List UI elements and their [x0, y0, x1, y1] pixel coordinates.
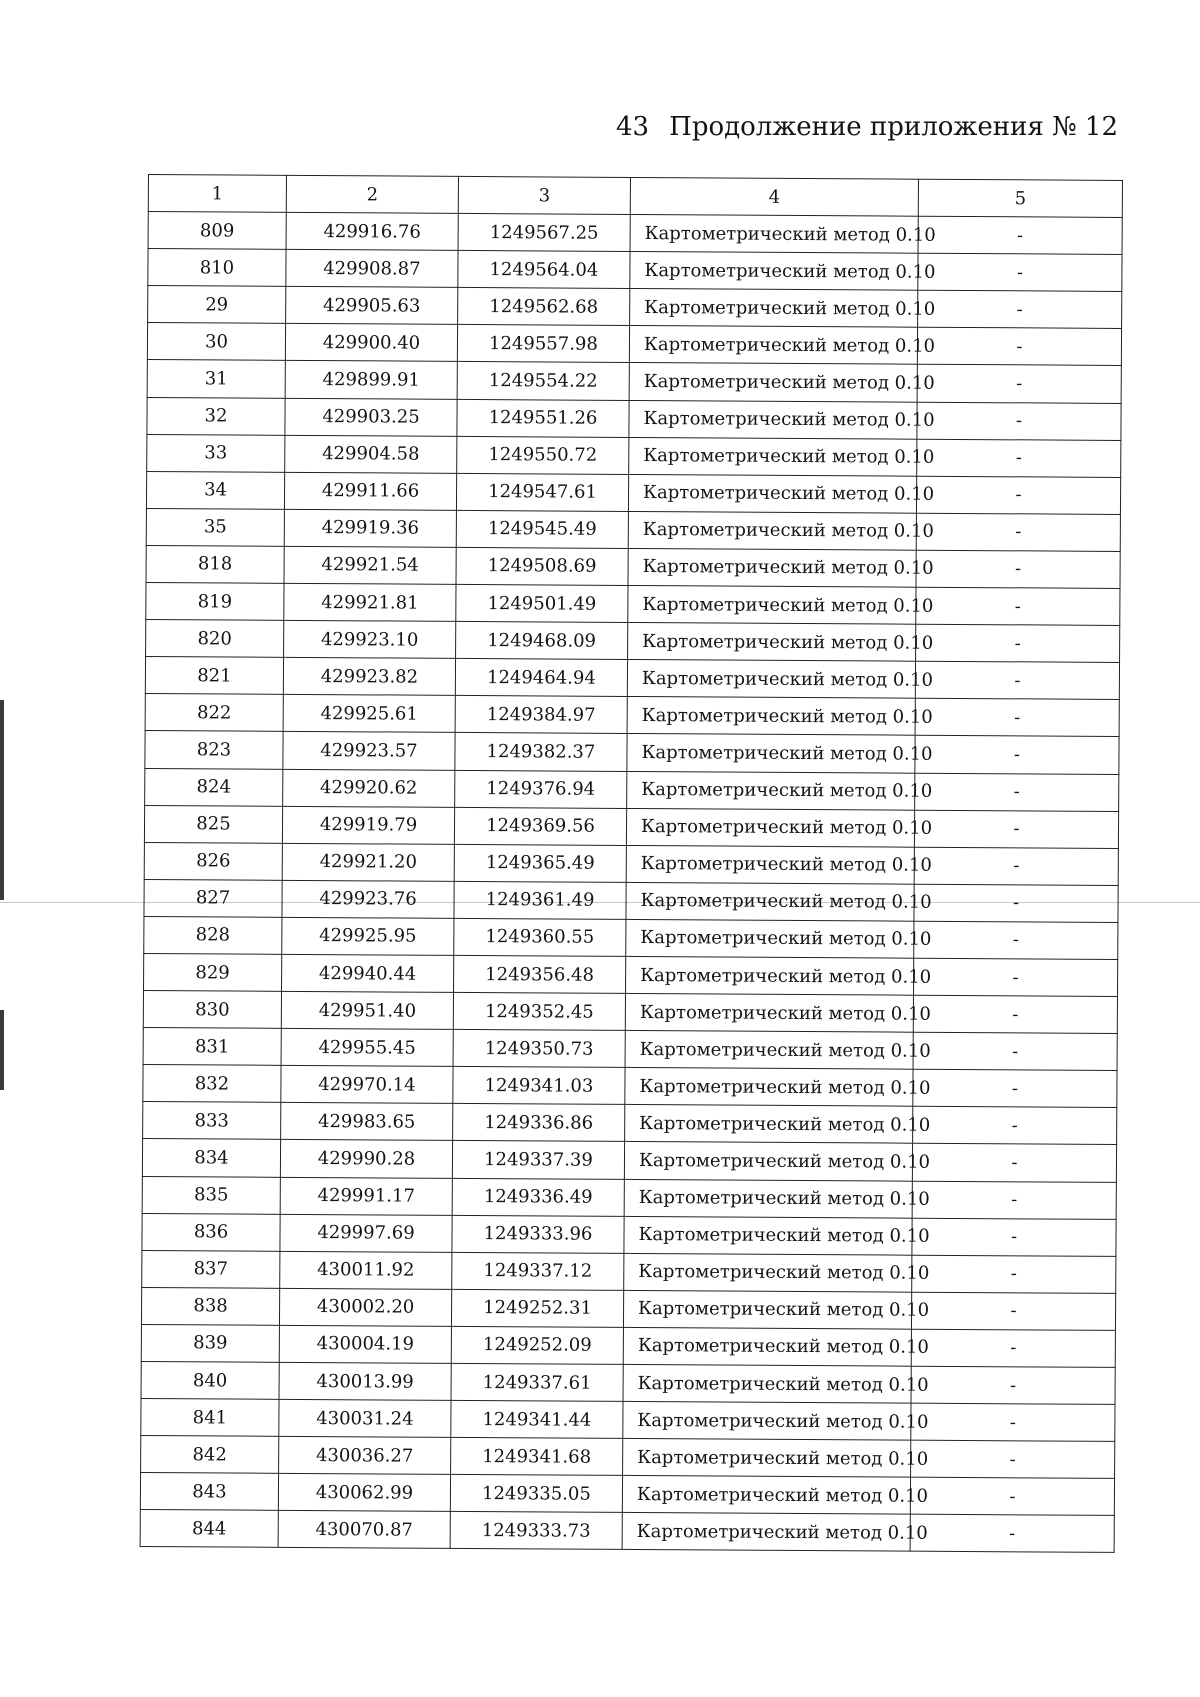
- x-coordinate-cell: 429899.91: [285, 361, 457, 399]
- note-cell: -: [911, 1403, 1115, 1441]
- note-cell: -: [916, 550, 1120, 588]
- y-coordinate-cell: 1249333.96: [452, 1215, 624, 1253]
- x-coordinate-cell: 429919.79: [282, 806, 454, 844]
- x-coordinate-cell: 429970.14: [281, 1066, 453, 1104]
- method-cell: Картометрический метод 0.10: [629, 437, 917, 476]
- x-coordinate-cell: 429900.40: [285, 324, 457, 362]
- column-header: 4: [630, 177, 918, 216]
- y-coordinate-cell: 1249557.98: [457, 325, 629, 363]
- x-coordinate-cell: 429955.45: [281, 1028, 453, 1066]
- y-coordinate-cell: 1249336.49: [452, 1178, 624, 1216]
- point-number-cell: 34: [146, 471, 284, 509]
- table-row: [145, 731, 1119, 774]
- method-cell: Картометрический метод 0.10: [625, 1105, 913, 1144]
- table-row: [142, 1139, 1116, 1182]
- method-cell: Картометрический метод 0.10: [624, 1253, 912, 1292]
- y-coordinate-cell: 1249550.72: [457, 436, 629, 474]
- x-coordinate-cell: 429991.17: [280, 1177, 452, 1215]
- method-cell: Картометрический метод 0.10: [626, 919, 914, 958]
- point-number-cell: 819: [146, 583, 284, 621]
- x-coordinate-cell: 430036.27: [279, 1437, 451, 1475]
- point-number-cell: 818: [146, 545, 284, 583]
- y-coordinate-cell: 1249333.73: [450, 1512, 622, 1550]
- method-cell: Картометрический метод 0.10: [628, 474, 916, 513]
- point-number-cell: 844: [140, 1510, 278, 1548]
- point-number-cell: 822: [145, 694, 283, 732]
- y-coordinate-cell: 1249337.61: [451, 1363, 623, 1401]
- y-coordinate-cell: 1249562.68: [458, 288, 630, 326]
- y-coordinate-cell: 1249508.69: [456, 547, 628, 585]
- method-cell: Картометрический метод 0.10: [630, 215, 918, 254]
- table-row: [148, 212, 1122, 255]
- point-number-cell: 836: [142, 1213, 280, 1251]
- method-cell: Картометрический метод 0.10: [622, 1476, 910, 1515]
- note-cell: -: [915, 699, 1119, 737]
- method-cell: Картометрический метод 0.10: [623, 1402, 911, 1441]
- table-row: [143, 1028, 1117, 1071]
- method-cell: Картометрический метод 0.10: [626, 956, 914, 995]
- y-coordinate-cell: 1249567.25: [458, 213, 630, 251]
- note-cell: -: [914, 884, 1118, 922]
- y-coordinate-cell: 1249252.31: [451, 1289, 623, 1327]
- y-coordinate-cell: 1249341.03: [453, 1067, 625, 1105]
- method-cell: Картометрический метод 0.10: [626, 845, 914, 884]
- note-cell: -: [914, 921, 1118, 959]
- table-row: [145, 694, 1119, 737]
- y-coordinate-cell: 1249384.97: [455, 696, 627, 734]
- table-row: [146, 508, 1120, 551]
- point-number-cell: 842: [141, 1436, 279, 1474]
- y-coordinate-cell: 1249554.22: [457, 362, 629, 400]
- coordinates-table: [140, 174, 1123, 1553]
- method-cell: Картометрический метод 0.10: [625, 1031, 913, 1070]
- x-coordinate-cell: 429990.28: [280, 1140, 452, 1178]
- point-number-cell: 30: [147, 323, 285, 361]
- point-number-cell: 830: [143, 991, 281, 1029]
- method-cell: Картометрический метод 0.10: [630, 252, 918, 291]
- y-coordinate-cell: 1249382.37: [455, 733, 627, 771]
- column-header: 5: [918, 179, 1122, 217]
- x-coordinate-cell: 430031.24: [279, 1399, 451, 1437]
- y-coordinate-cell: 1249365.49: [454, 844, 626, 882]
- note-cell: -: [911, 1440, 1115, 1478]
- method-cell: Картометрический метод 0.10: [625, 1068, 913, 1107]
- point-number-cell: 840: [141, 1361, 279, 1399]
- note-cell: -: [912, 1255, 1116, 1293]
- table-row: [141, 1361, 1115, 1404]
- table-row: [141, 1287, 1115, 1330]
- point-number-cell: 843: [140, 1473, 278, 1511]
- table-row: [143, 1102, 1117, 1145]
- y-coordinate-cell: 1249468.09: [456, 622, 628, 660]
- point-number-cell: 31: [147, 360, 285, 398]
- x-coordinate-cell: 429923.10: [284, 620, 456, 658]
- note-cell: -: [913, 958, 1117, 996]
- point-number-cell: 824: [145, 768, 283, 806]
- table-row: [141, 1399, 1115, 1442]
- method-cell: Картометрический метод 0.10: [622, 1513, 910, 1552]
- note-cell: -: [917, 439, 1121, 477]
- appendix-title: Продолжение приложения № 12: [669, 112, 1118, 142]
- y-coordinate-cell: 1249341.44: [451, 1400, 623, 1438]
- point-number-cell: 825: [144, 805, 282, 843]
- table-row: [147, 360, 1121, 403]
- method-cell: Картометрический метод 0.10: [628, 585, 916, 624]
- point-number-cell: 833: [143, 1102, 281, 1140]
- table-row: [148, 249, 1122, 292]
- note-cell: -: [917, 328, 1121, 366]
- note-cell: -: [917, 402, 1121, 440]
- table-row: [144, 953, 1118, 996]
- table-row: [140, 1510, 1114, 1553]
- table-row: [147, 323, 1121, 366]
- point-number-cell: 826: [144, 842, 282, 880]
- method-cell: Картометрический метод 0.10: [623, 1327, 911, 1366]
- table-row: [142, 1250, 1116, 1293]
- point-number-cell: 835: [142, 1176, 280, 1214]
- note-cell: -: [911, 1329, 1115, 1367]
- column-header: 3: [458, 176, 630, 214]
- x-coordinate-cell: 429921.54: [284, 546, 456, 584]
- note-cell: -: [916, 587, 1120, 625]
- note-cell: -: [915, 661, 1119, 699]
- note-cell: -: [913, 995, 1117, 1033]
- table-row: [140, 1473, 1114, 1516]
- y-coordinate-cell: 1249361.49: [454, 881, 626, 919]
- y-coordinate-cell: 1249337.39: [452, 1141, 624, 1179]
- table-row: [147, 397, 1121, 440]
- method-cell: Картометрический метод 0.10: [626, 808, 914, 847]
- page-number: 43: [616, 112, 650, 142]
- x-coordinate-cell: 430070.87: [278, 1511, 450, 1549]
- method-cell: Картометрический метод 0.10: [627, 697, 915, 736]
- point-number-cell: 821: [145, 657, 283, 695]
- y-coordinate-cell: 1249501.49: [456, 584, 628, 622]
- note-cell: -: [914, 810, 1118, 848]
- y-coordinate-cell: 1249551.26: [457, 399, 629, 437]
- y-coordinate-cell: 1249341.68: [451, 1438, 623, 1476]
- method-cell: Картометрический метод 0.10: [624, 1216, 912, 1255]
- method-cell: Картометрический метод 0.10: [628, 623, 916, 662]
- method-cell: Картометрический метод 0.10: [628, 511, 916, 550]
- x-coordinate-cell: 429951.40: [281, 991, 453, 1029]
- table-row: [143, 1065, 1117, 1108]
- method-cell: Картометрический метод 0.10: [623, 1439, 911, 1478]
- y-coordinate-cell: 1249376.94: [455, 770, 627, 808]
- x-coordinate-cell: 429921.81: [284, 583, 456, 621]
- method-cell: Картометрический метод 0.10: [623, 1290, 911, 1329]
- y-coordinate-cell: 1249464.94: [455, 659, 627, 697]
- y-coordinate-cell: 1249564.04: [458, 251, 630, 289]
- x-coordinate-cell: 429905.63: [286, 287, 458, 325]
- table-row: [144, 879, 1118, 922]
- table-row: [141, 1436, 1115, 1479]
- note-cell: -: [916, 476, 1120, 514]
- note-cell: -: [918, 216, 1122, 254]
- method-cell: Картометрический метод 0.10: [628, 548, 916, 587]
- column-header: 2: [286, 175, 458, 213]
- point-number-cell: 827: [144, 879, 282, 917]
- x-coordinate-cell: 429923.76: [282, 880, 454, 918]
- method-cell: Картометрический метод 0.10: [629, 326, 917, 365]
- y-coordinate-cell: 1249350.73: [453, 1030, 625, 1068]
- y-coordinate-cell: 1249356.48: [454, 955, 626, 993]
- note-cell: -: [911, 1292, 1115, 1330]
- table-body: [140, 212, 1122, 1553]
- y-coordinate-cell: 1249335.05: [450, 1475, 622, 1513]
- y-coordinate-cell: 1249337.12: [452, 1252, 624, 1290]
- y-coordinate-cell: 1249252.09: [451, 1326, 623, 1364]
- page-header: [600, 112, 1120, 152]
- column-header: 1: [148, 175, 286, 213]
- point-number-cell: 823: [145, 731, 283, 769]
- x-coordinate-cell: 429923.57: [283, 732, 455, 770]
- x-coordinate-cell: 429940.44: [282, 954, 454, 992]
- note-cell: -: [918, 253, 1122, 291]
- method-cell: Картометрический метод 0.10: [623, 1364, 911, 1403]
- note-cell: -: [916, 624, 1120, 662]
- x-coordinate-cell: 429923.82: [283, 658, 455, 696]
- point-number-cell: 32: [147, 397, 285, 435]
- point-number-cell: 820: [146, 620, 284, 658]
- table-header-row: [148, 175, 1122, 218]
- x-coordinate-cell: 429920.62: [283, 769, 455, 807]
- table-row: [147, 434, 1121, 477]
- x-coordinate-cell: 430002.20: [279, 1288, 451, 1326]
- point-number-cell: 810: [148, 249, 286, 287]
- method-cell: Картометрический метод 0.10: [630, 289, 918, 328]
- x-coordinate-cell: 429904.58: [285, 435, 457, 473]
- method-cell: Картометрический метод 0.10: [624, 1142, 912, 1181]
- table-row: [144, 805, 1118, 848]
- table-row: [144, 916, 1118, 959]
- note-cell: -: [916, 513, 1120, 551]
- x-coordinate-cell: 429908.87: [286, 250, 458, 288]
- point-number-cell: 829: [144, 953, 282, 991]
- point-number-cell: 809: [148, 212, 286, 250]
- scan-edge-mark: [0, 1010, 4, 1090]
- x-coordinate-cell: 430004.19: [279, 1325, 451, 1363]
- table-row: [141, 1324, 1115, 1367]
- point-number-cell: 33: [147, 434, 285, 472]
- note-cell: -: [912, 1218, 1116, 1256]
- table-row: [148, 286, 1122, 329]
- note-cell: -: [915, 736, 1119, 774]
- point-number-cell: 839: [141, 1324, 279, 1362]
- table-row: [145, 768, 1119, 811]
- y-coordinate-cell: 1249336.86: [453, 1104, 625, 1142]
- method-cell: Картометрический метод 0.10: [625, 993, 913, 1032]
- point-number-cell: 832: [143, 1065, 281, 1103]
- note-cell: -: [911, 1366, 1115, 1404]
- table-row: [144, 842, 1118, 885]
- x-coordinate-cell: 430013.99: [279, 1362, 451, 1400]
- table-row: [145, 657, 1119, 700]
- table-row: [146, 620, 1120, 663]
- table-row: [142, 1176, 1116, 1219]
- point-number-cell: 834: [142, 1139, 280, 1177]
- method-cell: Картометрический метод 0.10: [629, 400, 917, 439]
- method-cell: Картометрический метод 0.10: [627, 771, 915, 810]
- y-coordinate-cell: 1249369.56: [454, 807, 626, 845]
- method-cell: Картометрический метод 0.10: [624, 1179, 912, 1218]
- y-coordinate-cell: 1249352.45: [453, 992, 625, 1030]
- note-cell: -: [910, 1515, 1114, 1553]
- x-coordinate-cell: 430011.92: [280, 1251, 452, 1289]
- x-coordinate-cell: 429983.65: [281, 1103, 453, 1141]
- method-cell: Картометрический метод 0.10: [629, 363, 917, 402]
- x-coordinate-cell: 429916.76: [286, 212, 458, 250]
- table-row: [146, 583, 1120, 626]
- note-cell: -: [913, 1032, 1117, 1070]
- point-number-cell: 837: [142, 1250, 280, 1288]
- scan-edge-mark: [0, 700, 4, 900]
- note-cell: -: [918, 290, 1122, 328]
- note-cell: -: [912, 1144, 1116, 1182]
- table-row: [143, 991, 1117, 1034]
- point-number-cell: 831: [143, 1028, 281, 1066]
- note-cell: -: [913, 1069, 1117, 1107]
- note-cell: -: [912, 1181, 1116, 1219]
- method-cell: Картометрический метод 0.10: [627, 660, 915, 699]
- point-number-cell: 838: [141, 1287, 279, 1325]
- note-cell: -: [917, 365, 1121, 403]
- x-coordinate-cell: 429921.20: [282, 843, 454, 881]
- x-coordinate-cell: 429925.95: [282, 917, 454, 955]
- y-coordinate-cell: 1249545.49: [456, 510, 628, 548]
- point-number-cell: 35: [146, 508, 284, 546]
- note-cell: -: [910, 1477, 1114, 1515]
- table-row: [142, 1213, 1116, 1256]
- note-cell: -: [914, 847, 1118, 885]
- x-coordinate-cell: 429919.36: [284, 509, 456, 547]
- method-cell: Картометрический метод 0.10: [627, 734, 915, 773]
- note-cell: -: [913, 1107, 1117, 1145]
- x-coordinate-cell: 429997.69: [280, 1214, 452, 1252]
- x-coordinate-cell: 430062.99: [278, 1474, 450, 1512]
- note-cell: -: [915, 773, 1119, 811]
- x-coordinate-cell: 429903.25: [285, 398, 457, 436]
- point-number-cell: 841: [141, 1399, 279, 1437]
- point-number-cell: 828: [144, 916, 282, 954]
- point-number-cell: 29: [148, 286, 286, 324]
- method-cell: Картометрический метод 0.10: [626, 882, 914, 921]
- y-coordinate-cell: 1249547.61: [456, 473, 628, 511]
- table-row: [146, 545, 1120, 588]
- y-coordinate-cell: 1249360.55: [454, 918, 626, 956]
- x-coordinate-cell: 429911.66: [284, 472, 456, 510]
- x-coordinate-cell: 429925.61: [283, 695, 455, 733]
- table-row: [146, 471, 1120, 514]
